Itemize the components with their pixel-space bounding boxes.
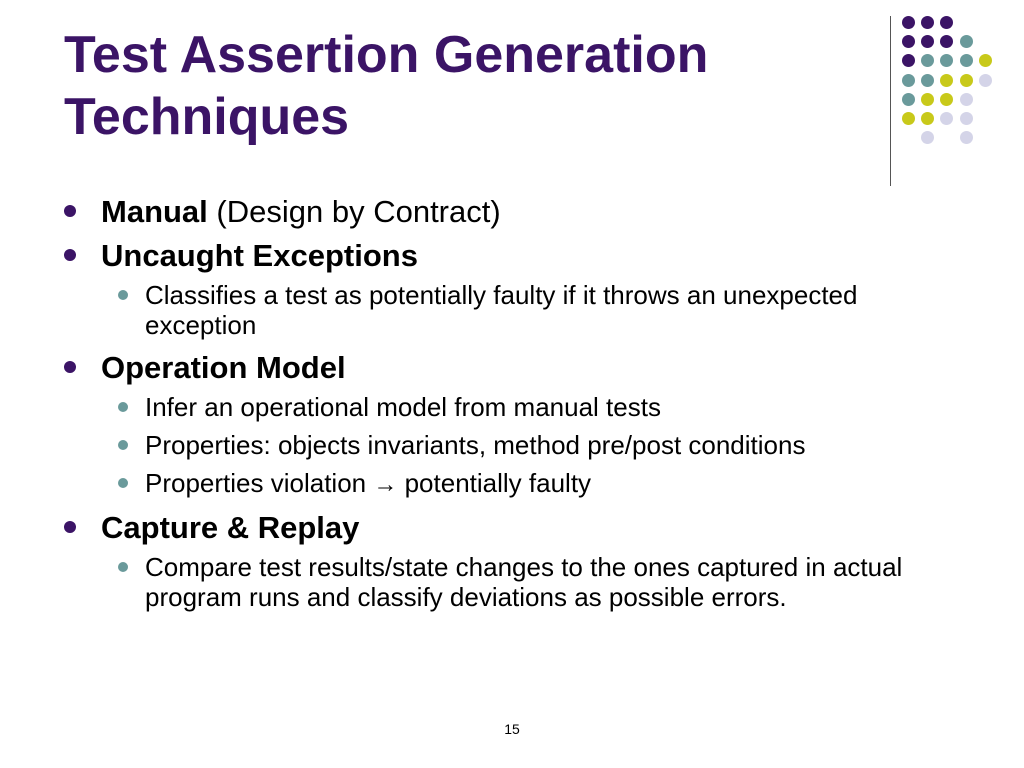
bullet-uncaught-exceptions bbox=[62, 236, 962, 275]
decorative-dot bbox=[921, 54, 934, 67]
sub-bullet-text-after: potentially faulty bbox=[404, 468, 592, 498]
bullet-heading: Operation Model bbox=[101, 350, 346, 385]
sub-bullet-text: Infer an operational model from manual tests bbox=[145, 392, 661, 422]
bullet-operation-model bbox=[62, 348, 962, 387]
decorative-dot bbox=[902, 35, 915, 48]
sub-bullet-marker-icon bbox=[118, 290, 128, 300]
sub-bullet-violation bbox=[101, 468, 955, 500]
sub-bullet-marker-icon bbox=[118, 478, 128, 488]
decorative-dot bbox=[921, 74, 934, 87]
decorative-dot bbox=[960, 54, 973, 67]
bullet-marker-icon bbox=[64, 361, 76, 373]
decorative-dot bbox=[902, 93, 915, 106]
slide-number: 15 bbox=[504, 721, 520, 737]
bullet-manual bbox=[62, 192, 962, 231]
decorative-dot bbox=[921, 16, 934, 29]
decorative-dot bbox=[902, 74, 915, 87]
decorative-dot bbox=[940, 16, 953, 29]
bullet-marker-icon bbox=[64, 205, 76, 217]
title-line-2: Techniques bbox=[64, 88, 350, 146]
sub-bullet-text: Compare test results/state changes to the ones captured in actual program runs and classify deviations as possible errors. bbox=[145, 552, 903, 612]
decorative-dot bbox=[921, 35, 934, 48]
decorative-dot bbox=[921, 93, 934, 106]
decorative-dot bbox=[902, 112, 915, 125]
decorative-dot bbox=[960, 74, 973, 87]
decorative-dot bbox=[902, 54, 915, 67]
bullet-marker-icon bbox=[64, 521, 76, 533]
bullet-marker-icon bbox=[64, 249, 76, 261]
decorative-dot bbox=[921, 131, 934, 144]
sub-bullet-marker-icon bbox=[118, 562, 128, 572]
title-line-1: Test Assertion Generation bbox=[64, 26, 709, 84]
sub-bullet-text: Classifies a test as potentially faulty if it throws an unexpected exception bbox=[145, 280, 858, 340]
bullet-capture-replay bbox=[62, 508, 962, 547]
right-arrow-icon: → bbox=[373, 471, 398, 498]
decorative-dot bbox=[940, 54, 953, 67]
sub-bullet-text-before: Properties violation bbox=[145, 468, 367, 498]
bullet-text: (Design by Contract) bbox=[207, 194, 501, 229]
sub-bullet-compare bbox=[101, 552, 955, 612]
decorative-dot bbox=[940, 35, 953, 48]
sub-bullet-classifies bbox=[101, 280, 955, 340]
decorative-dot bbox=[960, 93, 973, 106]
decorative-dot bbox=[921, 112, 934, 125]
decorative-dot bbox=[940, 112, 953, 125]
bullet-heading: Capture & Replay bbox=[101, 510, 360, 545]
decorative-dot bbox=[902, 16, 915, 29]
decorative-dot bbox=[960, 131, 973, 144]
decorative-dot bbox=[960, 112, 973, 125]
bullet-heading: Uncaught Exceptions bbox=[101, 238, 418, 273]
decorative-dot bbox=[960, 35, 973, 48]
sub-bullet-properties bbox=[101, 430, 955, 460]
decorative-dot bbox=[979, 74, 992, 87]
decorative-dot bbox=[940, 74, 953, 87]
vertical-divider bbox=[890, 16, 891, 186]
decorative-dot bbox=[979, 54, 992, 67]
decorative-dot bbox=[940, 93, 953, 106]
sub-bullet-marker-icon bbox=[118, 440, 128, 450]
slide-title bbox=[64, 24, 864, 148]
sub-bullet-text: Properties: objects invariants, method pre/post conditions bbox=[145, 430, 806, 460]
sub-bullet-infer bbox=[101, 392, 955, 422]
sub-bullet-marker-icon bbox=[118, 402, 128, 412]
bullet-list bbox=[62, 192, 962, 620]
decorative-dot-grid bbox=[900, 14, 1010, 164]
bullet-heading: Manual bbox=[101, 194, 208, 229]
